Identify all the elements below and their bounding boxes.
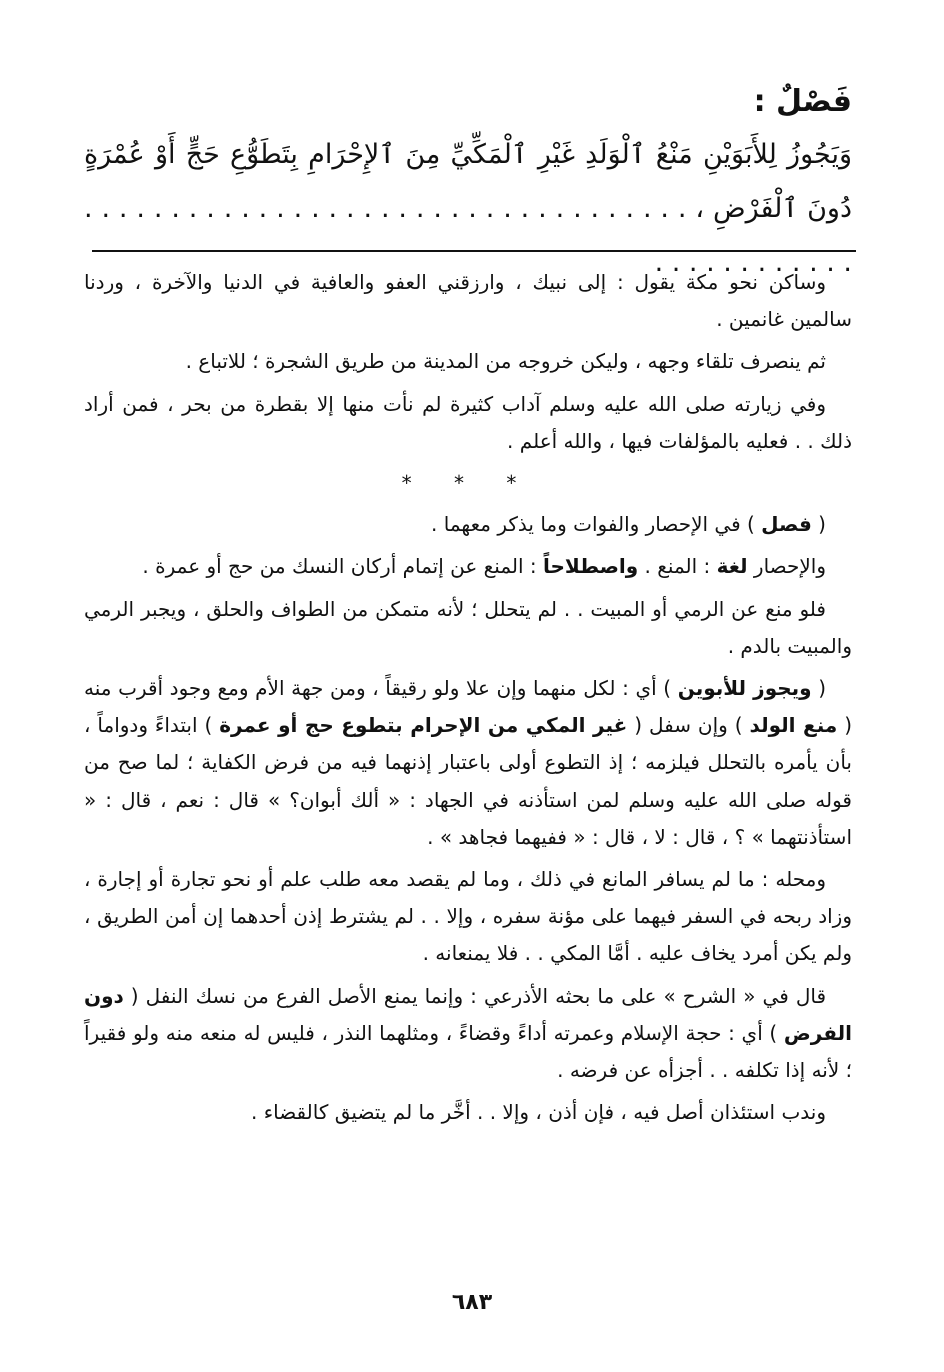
commentary-paragraph [84,978,852,1090]
paragraph-text: وفي زيارته صلى الله عليه وسلم آداب كثيرة لم نأت منها إلا بقطرة من بحر ، فمن أراد ذلك . . فعليه بالمؤلفات فيها ، والله أعلم . [84,391,852,453]
commentary-paragraph [84,861,852,973]
paragraph-text: ) ابتداءً ودواماً ، بأن يأمره بالتحلل فيلزمه ؛ إذ التطوع أولى باعتبار إذنهما فيه من فرض الكفاية ؛ لما صح من قوله صلى الله عليه وسلم لمن استأذنه في الجهاد : « ألك أبوان؟ » قال : نعم ، قال : « استأذنتهما » ؟ ، قال : لا ، قال : « ففيهما فجاهد » . [84,713,852,849]
commentary-paragraph [84,1094,852,1131]
separator-rule [92,250,856,252]
bold-term: ويجوز للأبوين [677,676,812,701]
section-heading: فَصْلٌ : [753,84,852,119]
paragraph-text: قال في « الشرح » على ما بحثه الأذرعي : وإنما يمنع الأصل الفرع من نسك النفل ( [123,983,826,1008]
paragraph-text: ) أي : حجة الإسلام وعمرته أداءً وقضاءً ، ومثلهما النذر ، فليس له منعه منه ولو فقيراً ؛ لأنه إذا تكلفه . . أجزأه عن فرضه . [84,1020,852,1083]
bold-term: غير المكي من الإحرام بتطوع حج أو عمرة [219,713,628,738]
commentary-paragraph [84,343,852,380]
commentary-paragraph [84,670,852,856]
paragraph-text: ) في الإحصار والفوات وما يذكر معهما . [431,512,762,537]
commentary-paragraph [84,591,852,665]
bold-term: دون الفرض [84,983,852,1045]
matn-dots: . . . . . . . . . . . . . . . . . . . . . . . . . . . . . . . . . . . . . . . . . . . . . . . [84,193,852,278]
paragraph-text: ومحله : ما لم يسافر المانع في ذلك ، وما لم يقصد معه طلب علم أو نحو تجارة أو إجارة ، وزاد ربحه في السفر فيهما على مؤنة سفره ، وإلا . . لم يشترط إذن أحدهما إن أمن الطريق ، ولم يكن أمرد يخاف عليه . أمَّا المكي . . فلا يمنعانه . [84,867,852,966]
matn-line: وَيَجُوزُ لِلأَبَوَيْنِ مَنْعُ ٱلْوَلَدِ غَيْرِ ٱلْمَكِّيِّ مِنَ ٱلإِحْرَامِ بِتَطَوُّعِ حَجٍّ أَوْ عُمْرَةٍ دُونَ ٱلْفَرْضِ ، [84,139,852,224]
bold-term: منع الولد [749,713,838,738]
section-divider-stars: * * * [401,471,535,496]
bold-term: لغة [716,554,748,579]
bold-term: واصطلاحاً [542,554,639,579]
paragraph-text: : المنع عن إتمام أركان النسك من حج أو عمرة . [142,554,543,579]
paragraph-text: فلو منع عن الرمي أو المبيت . . لم يتحلل ؛ لأنه متمكن من الطواف والحلق ، ويجبر الرمي والمبيت بالدم . [84,596,852,658]
paragraph-text: والإحصار [747,554,826,579]
bold-term: فصل [761,512,812,537]
commentary-paragraph [84,386,852,460]
paragraph-text: ثم ينصرف تلقاء وجهه ، وليكن خروجه من المدينة من طريق الشجرة ؛ للاتباع . [185,349,826,374]
paragraph-text: وساكن نحو مكة يقول : إلى نبيك ، وارزقني العفو والعافية في الدنيا والآخرة ، وردنا سالمين غانمين . [84,270,852,332]
paragraph-text: وندب استئذان أصل فيه ، فإن أذن ، وإلا . . أخَّر ما لم يتضيق كالقضاء . [251,1100,826,1125]
paragraph-text: ) وإن سفل ( [627,713,750,738]
paragraph-text: ( [811,512,826,537]
paragraph-text: ( [811,676,827,701]
page-number: ٦٨٣ [451,1290,493,1315]
commentary-paragraph [84,548,852,585]
paragraph-text: : المنع . [638,554,717,579]
commentary-paragraph [84,506,852,543]
paragraph-text: ) أي : لكل منهما وإن علا ولو رقيقاً ، ومن جهة الأم ومع وجود أقرب منه ( [84,676,852,738]
commentary-text [84,264,852,1136]
commentary-paragraph [84,264,852,338]
